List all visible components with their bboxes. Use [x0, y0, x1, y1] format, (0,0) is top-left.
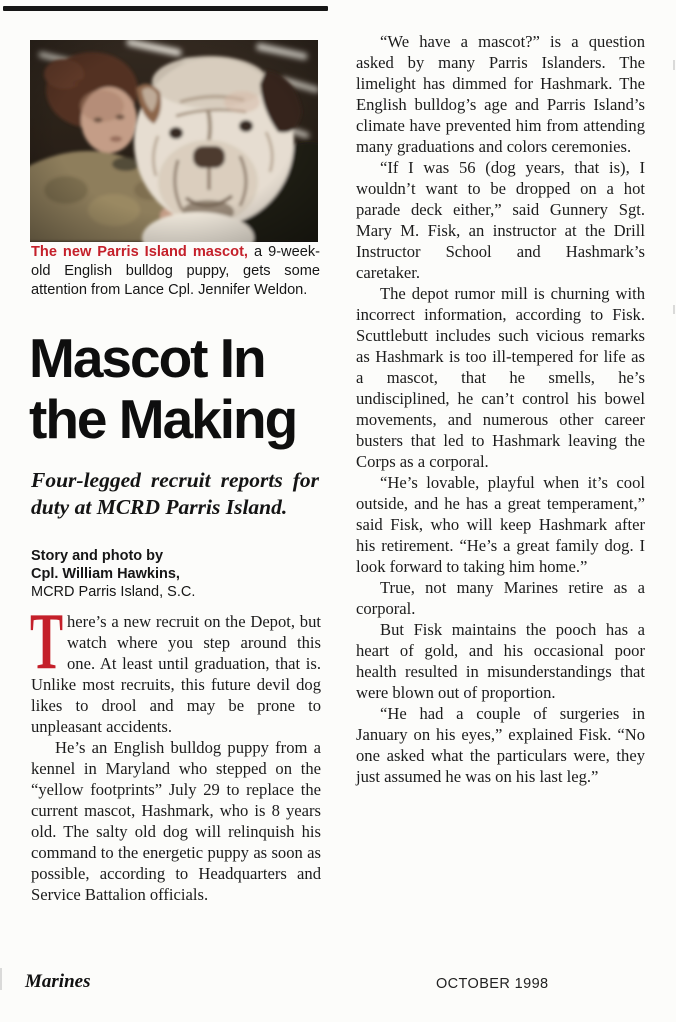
- drop-cap-letter: T: [30, 598, 64, 686]
- byline-line2: Cpl. William Hawkins,: [31, 566, 180, 582]
- lead-paragraph: [30, 598, 321, 737]
- top-rule: [3, 6, 328, 11]
- drop-cap: [30, 598, 64, 686]
- issue-date: OCTOBER 1998: [436, 976, 549, 992]
- body-paragraph: “He had a couple of surgeries in January on his eyes,” explained Fisk. “No one asked what the particulars were, they just assumed he was on his last leg.”: [356, 704, 645, 786]
- photo-caption: [31, 243, 320, 299]
- scan-artifact: [673, 60, 675, 70]
- body-paragraph: “If I was 56 (dog years, that is), I wouldn’t want to be dropped on a hot parade deck either,” said Gunnery Sgt. Mary M. Fisk, an instructor at the Drill Instructor School and Hashmark’s caretaker.: [356, 158, 645, 282]
- lead-paragraph-text: here’s a new recruit on the Depot, but watch where you step around this one. At least until graduation, that is. Unlike most recruits, this future devil dog likes to drool and may be prone to unpleasant accidents.: [31, 612, 321, 736]
- article-column-right: [356, 31, 645, 787]
- mascot-photo: [30, 40, 318, 242]
- body-paragraph: But Fisk maintains the pooch has a heart of gold, and his occasional poor health resulted in misunderstandings that were blown out of proportion.: [356, 620, 645, 702]
- mascot-photo-illustration: [30, 40, 318, 242]
- article-title-line2: the Making: [29, 388, 297, 450]
- body-paragraph: He’s an English bulldog puppy from a kennel in Maryland who stepped on the “yellow footprints” July 29 to replace the current mascot, Hashmark, who is 8 years old. The salty old dog will relinquish his command to the energetic puppy as soon as possible, according to Headquarters and Service Battalion officials.: [31, 738, 321, 904]
- body-paragraph: “He’s lovable, playful when it’s cool outside, and he has a great temperament,” said Fisk, who will keep Hashmark after his retirement. “He’s a great family dog. I look forward to taking him home.”: [356, 473, 645, 576]
- scan-artifact: [673, 305, 675, 314]
- photo-caption-rest: a 9-week-old English bulldog puppy, gets some attention from Lance Cpl. Jennifer Weldon.: [31, 244, 320, 298]
- body-paragraph: True, not many Marines retire as a corporal.: [356, 578, 645, 618]
- byline-line3: MCRD Parris Island, S.C.: [31, 584, 196, 600]
- article-byline: [31, 547, 311, 601]
- article-title-line1: Mascot In: [29, 327, 265, 389]
- photo-vignette: [30, 40, 318, 242]
- byline-line1: Story and photo by: [31, 548, 164, 564]
- body-paragraph: The depot rumor mill is churning with incorrect information, according to Fisk. Scuttlebutt includes such vicious remarks as Hashmark is too ill-tempered for life as a mascot, that he smells, he’s undisciplined, he can’t control his bowel movements, and numerous other career busters that led to Hashmark leaving the Corps as a corporal.: [356, 284, 645, 471]
- article-title: [29, 328, 334, 450]
- publication-name: Marines: [25, 971, 91, 992]
- article-column-left: [30, 598, 321, 905]
- photo-caption-lead: The new Parris Island mascot,: [31, 244, 248, 260]
- article-subtitle: Four-legged recruit reports for duty at MCRD Parris Island.: [31, 468, 319, 519]
- body-paragraph: “We have a mascot?” is a question asked by many Parris Islanders. The limelight has dimmed for Hashmark. The English bulldog’s age and Parris Island’s climate have prevented him from attending many graduations and colors ceremonies.: [356, 32, 645, 156]
- scan-artifact: [0, 968, 2, 990]
